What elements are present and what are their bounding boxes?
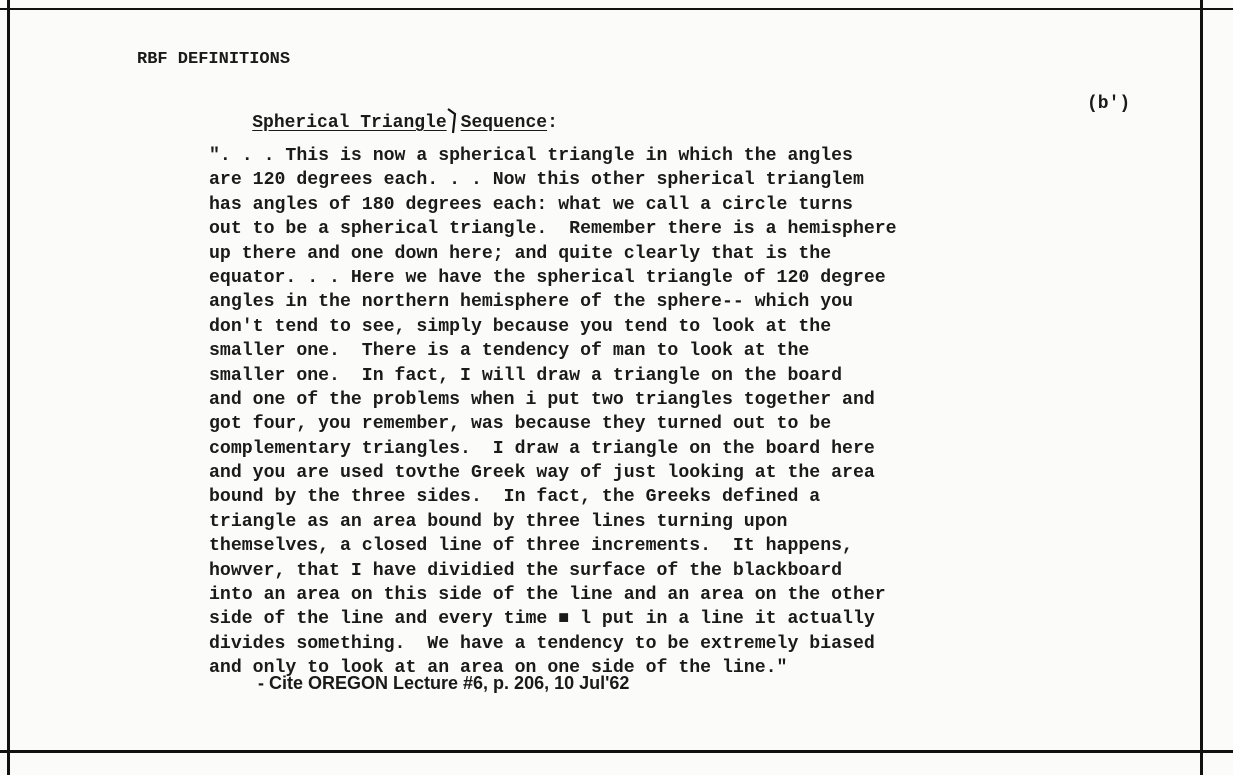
reference-code: (b') (1087, 94, 1131, 114)
section-title-part1: Spherical Triangle (252, 113, 447, 133)
body-line: complementary triangles. I draw a triangle on the board here (209, 438, 875, 459)
left-border-rule (7, 0, 10, 775)
body-line: smaller one. In fact, I will draw a triangle on the board (209, 365, 843, 386)
body-line: bound by the three sides. In fact, the Greeks defined a (209, 487, 821, 508)
quotation-body (209, 144, 1089, 681)
body-line: are 120 degrees each. . . Now this other spherical trianglem (209, 170, 864, 191)
section-title-colon: : (547, 113, 558, 133)
document-heading: RBF DEFINITIONS (137, 50, 291, 69)
body-line: ". . . This is now a spherical triangle in which the angles (209, 146, 853, 166)
body-line: angles in the northern hemisphere of the sphere-- which you (209, 292, 853, 313)
top-border-rule (0, 8, 1233, 10)
section-title-part2: Sequence (460, 113, 548, 133)
bottom-border-rule (0, 750, 1233, 753)
body-line: smaller one. There is a tendency of man to look at the (209, 341, 810, 362)
body-line: equator. . . Here we have the spherical triangle of 120 degree (209, 267, 886, 288)
body-line: side of the line and every time ■ l put in a line it actually (209, 609, 875, 630)
body-line: howver, that I have dividied the surface of the blackboard (209, 560, 843, 581)
body-line: has angles of 180 degrees each: what we call a circle turns (209, 194, 853, 215)
body-line: and one of the problems when i put two triangles together and (209, 389, 875, 410)
body-line: and only to look at an area on one side of the line." (209, 658, 788, 679)
body-line: themselves, a closed line of three increments. It happens, (209, 536, 853, 557)
body-line: got four, you remember, was because they turned out to be (209, 414, 832, 435)
body-line: triangle as an area bound by three lines turning upon (209, 511, 788, 532)
body-line: and you are used tovthe Greek way of just looking at the area (209, 463, 875, 484)
body-line: up there and one down here; and quite clearly that is the (209, 243, 832, 264)
citation-line: - Cite OREGON Lecture #6, p. 206, 10 Jul'62 (258, 673, 630, 693)
right-border-rule (1200, 0, 1203, 775)
body-line: out to be a spherical triangle. Remember there is a hemisphere (209, 219, 897, 240)
body-line: don't tend to see, simply because you tend to look at the (209, 316, 832, 337)
body-line: into an area on this side of the line and an area on the other (209, 585, 886, 606)
body-line: divides something. We have a tendency to be extremely biased (209, 633, 875, 654)
handwritten-insert-mark-icon (447, 113, 461, 133)
